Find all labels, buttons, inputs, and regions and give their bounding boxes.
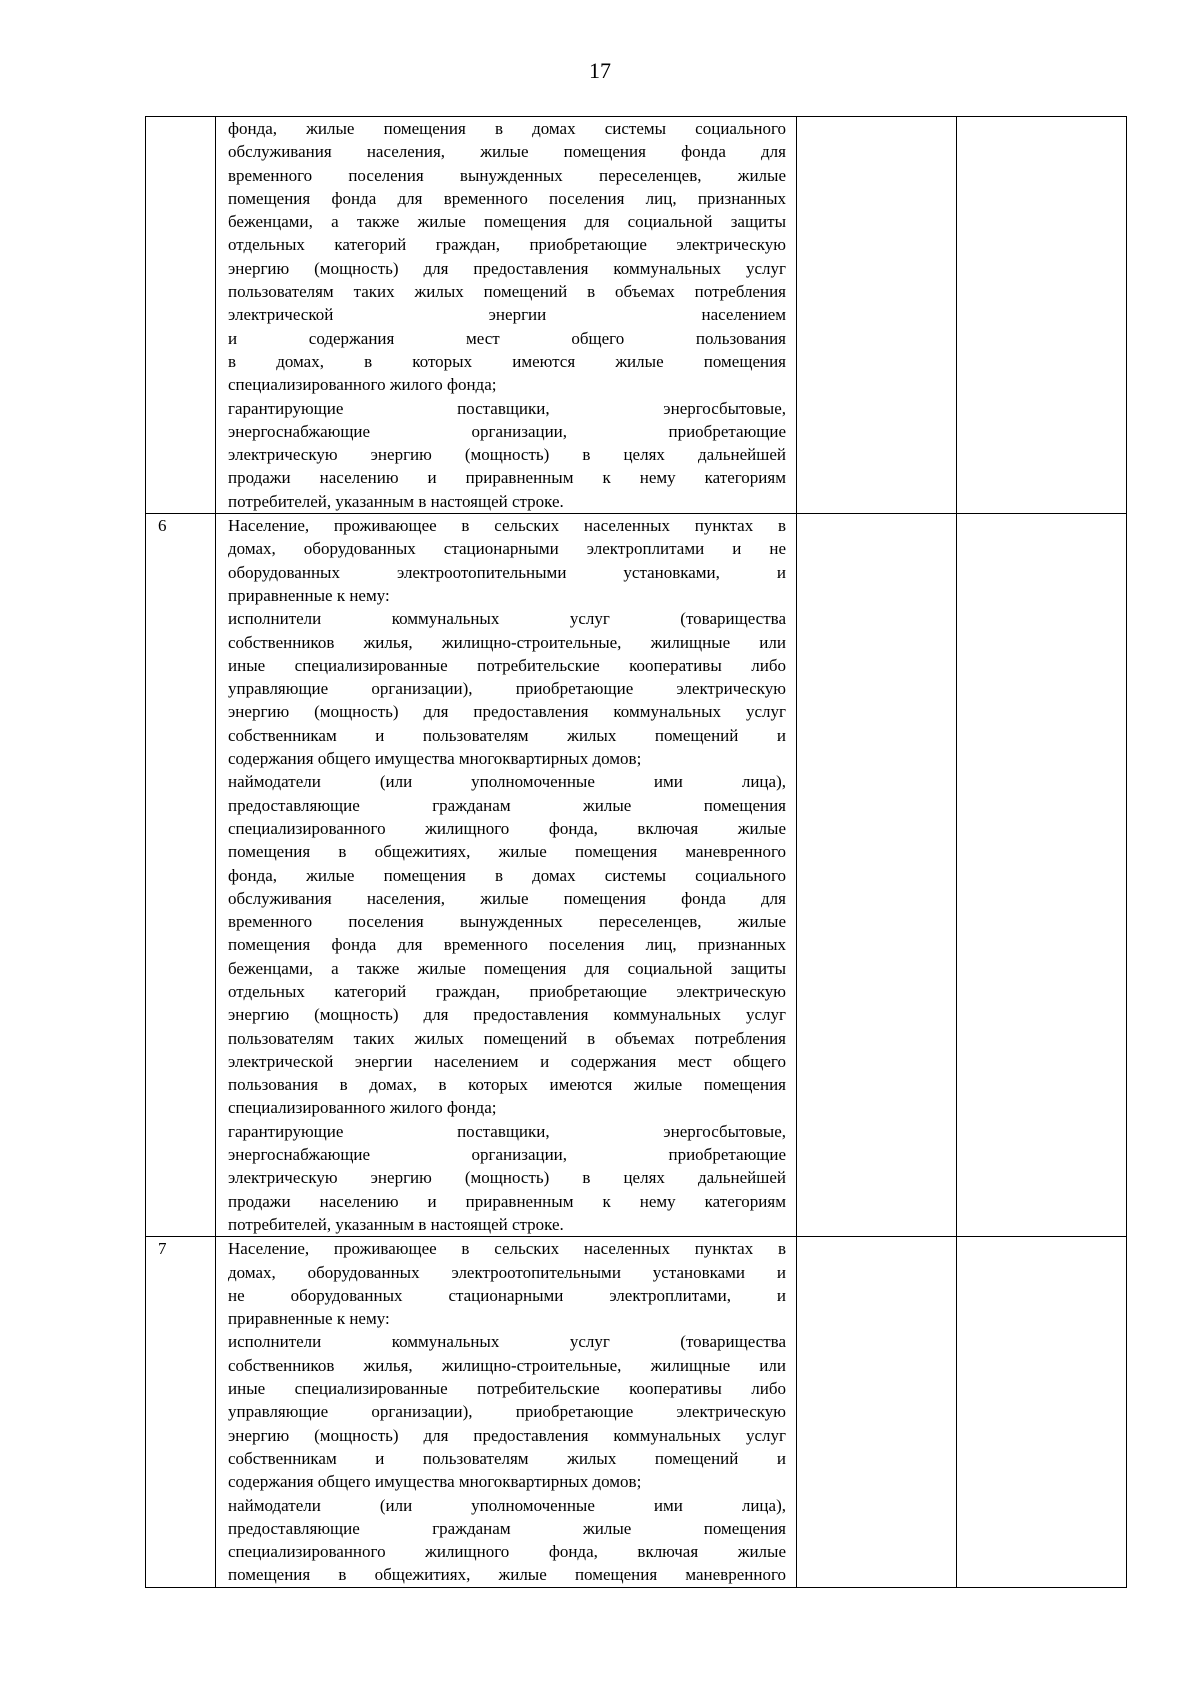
text-line: содержания общего имущества многоквартирных домов; — [228, 749, 642, 769]
text-line: Население, проживающее в сельских населенных пунктах в — [228, 1239, 786, 1259]
text-line: в домах, в которых имеются жилые помещения — [228, 351, 786, 371]
text-line: обслуживания населения, жилые помещения фонда для — [228, 142, 786, 162]
empty-cell — [957, 514, 1127, 1237]
text-line: приравненные к нему: — [228, 585, 390, 605]
text-line: исполнители коммунальных услуг (товарищества — [228, 609, 786, 629]
text-line: предоставляющие гражданам жилые помещения — [228, 795, 786, 815]
text-line: специализированного жилищного фонда, включая жилые — [228, 818, 786, 838]
text-line: электрическую энергию (мощность) в целях дальнейшей — [228, 1168, 786, 1188]
empty-cell — [957, 1237, 1127, 1587]
text-line: помещения фонда для временного поселения лиц, признанных — [228, 188, 786, 208]
text-line: не оборудованных стационарными электроплитами, и — [228, 1285, 786, 1305]
consumer-category-cell — [216, 117, 797, 514]
tariff-table — [145, 116, 1127, 1588]
empty-cell — [797, 1237, 957, 1587]
text-line: предоставляющие гражданам жилые помещения — [228, 1518, 786, 1538]
text-line: собственников жилья, жилищно-строительные, жилищные или — [228, 632, 786, 652]
text-line: приравненные к нему: — [228, 1309, 390, 1329]
text-line: специализированного жилого фонда; — [228, 375, 497, 395]
text-line: пользования в домах, в которых имеются жилые помещения — [228, 1075, 786, 1095]
text-line: управляющие организации), приобретающие электрическую — [228, 679, 786, 699]
text-line: электрической энергии населением — [228, 305, 786, 325]
table-row — [146, 1237, 1127, 1587]
text-line: временного поселения вынужденных переселенцев, жилые — [228, 165, 786, 185]
text-line: собственников жилья, жилищно-строительные, жилищные или — [228, 1355, 786, 1375]
text-line: наймодатели (или уполномоченные ими лица), — [228, 1495, 786, 1515]
text-line: домах, оборудованных электроотопительными установками и — [228, 1262, 786, 1282]
text-line: помещения в общежитиях, жилые помещения маневренного — [228, 842, 786, 862]
table-row — [146, 514, 1127, 1237]
row-number: 7 — [146, 1237, 216, 1587]
text-line: энергию (мощность) для предоставления коммунальных услуг — [228, 702, 786, 722]
text-line: временного поселения вынужденных переселенцев, жилые — [228, 912, 786, 932]
table-row — [146, 117, 1127, 514]
text-line: оборудованных электроотопительными установками, и — [228, 562, 786, 582]
consumer-category-cell — [216, 1237, 797, 1587]
text-line: энергию (мощность) для предоставления коммунальных услуг — [228, 1005, 786, 1025]
text-line: управляющие организации), приобретающие электрическую — [228, 1402, 786, 1422]
empty-cell — [797, 117, 957, 514]
text-line: собственникам и пользователям жилых помещений и — [228, 1448, 786, 1468]
text-line: гарантирующие поставщики, энергосбытовые, — [228, 398, 786, 418]
text-line: пользователям таких жилых помещений в объемах потребления — [228, 1028, 786, 1048]
row-number: 6 — [146, 514, 216, 1237]
text-line: наймодатели (или уполномоченные ими лица), — [228, 772, 786, 792]
text-line: энергию (мощность) для предоставления коммунальных услуг — [228, 1425, 786, 1445]
text-line: иные специализированные потребительские кооперативы либо — [228, 1379, 786, 1399]
text-line: пользователям таких жилых помещений в объемах потребления — [228, 282, 786, 302]
empty-cell — [797, 514, 957, 1237]
text-line: электрическую энергию (мощность) в целях дальнейшей — [228, 445, 786, 465]
text-line: отдельных категорий граждан, приобретающие электрическую — [228, 981, 786, 1001]
text-line: отдельных категорий граждан, приобретающие электрическую — [228, 235, 786, 255]
text-line: энергоснабжающие организации, приобретающие — [228, 1145, 786, 1165]
text-line: электрической энергии населением и содержания мест общего — [228, 1051, 786, 1071]
text-line: продажи населению и приравненным к нему категориям — [228, 1191, 786, 1211]
text-line: продажи населению и приравненным к нему категориям — [228, 468, 786, 488]
text-line: потребителей, указанным в настоящей строке. — [228, 1214, 564, 1234]
row-number — [146, 117, 216, 514]
text-line: иные специализированные потребительские кооперативы либо — [228, 655, 786, 675]
text-line: фонда, жилые помещения в домах системы социального — [228, 865, 786, 885]
page-number: 17 — [589, 58, 611, 83]
consumer-category-cell — [216, 514, 797, 1237]
empty-cell — [957, 117, 1127, 514]
text-line: помещения фонда для временного поселения лиц, признанных — [228, 935, 786, 955]
text-line: Население, проживающее в сельских населенных пунктах в — [228, 516, 786, 536]
text-line: содержания общего имущества многоквартирных домов; — [228, 1472, 642, 1492]
text-line: помещения в общежитиях, жилые помещения маневренного — [228, 1565, 786, 1585]
text-line: домах, оборудованных стационарными электроплитами и не — [228, 539, 786, 559]
text-line: гарантирующие поставщики, энергосбытовые, — [228, 1121, 786, 1141]
text-line: исполнители коммунальных услуг (товарищества — [228, 1332, 786, 1352]
text-line: энергию (мощность) для предоставления коммунальных услуг — [228, 258, 786, 278]
text-line: беженцами, а также жилые помещения для социальной защиты — [228, 212, 786, 232]
text-line: потребителей, указанным в настоящей строке. — [228, 491, 564, 511]
text-line: специализированного жилого фонда; — [228, 1098, 497, 1118]
text-line: фонда, жилые помещения в домах системы социального — [228, 119, 786, 138]
text-line: обслуживания населения, жилые помещения фонда для — [228, 888, 786, 908]
text-line: специализированного жилищного фонда, включая жилые — [228, 1542, 786, 1562]
text-line: беженцами, а также жилые помещения для социальной защиты — [228, 958, 786, 978]
text-line: и содержания мест общего пользования — [228, 328, 786, 348]
text-line: энергоснабжающие организации, приобретающие — [228, 421, 786, 441]
text-line: собственникам и пользователям жилых помещений и — [228, 725, 786, 745]
